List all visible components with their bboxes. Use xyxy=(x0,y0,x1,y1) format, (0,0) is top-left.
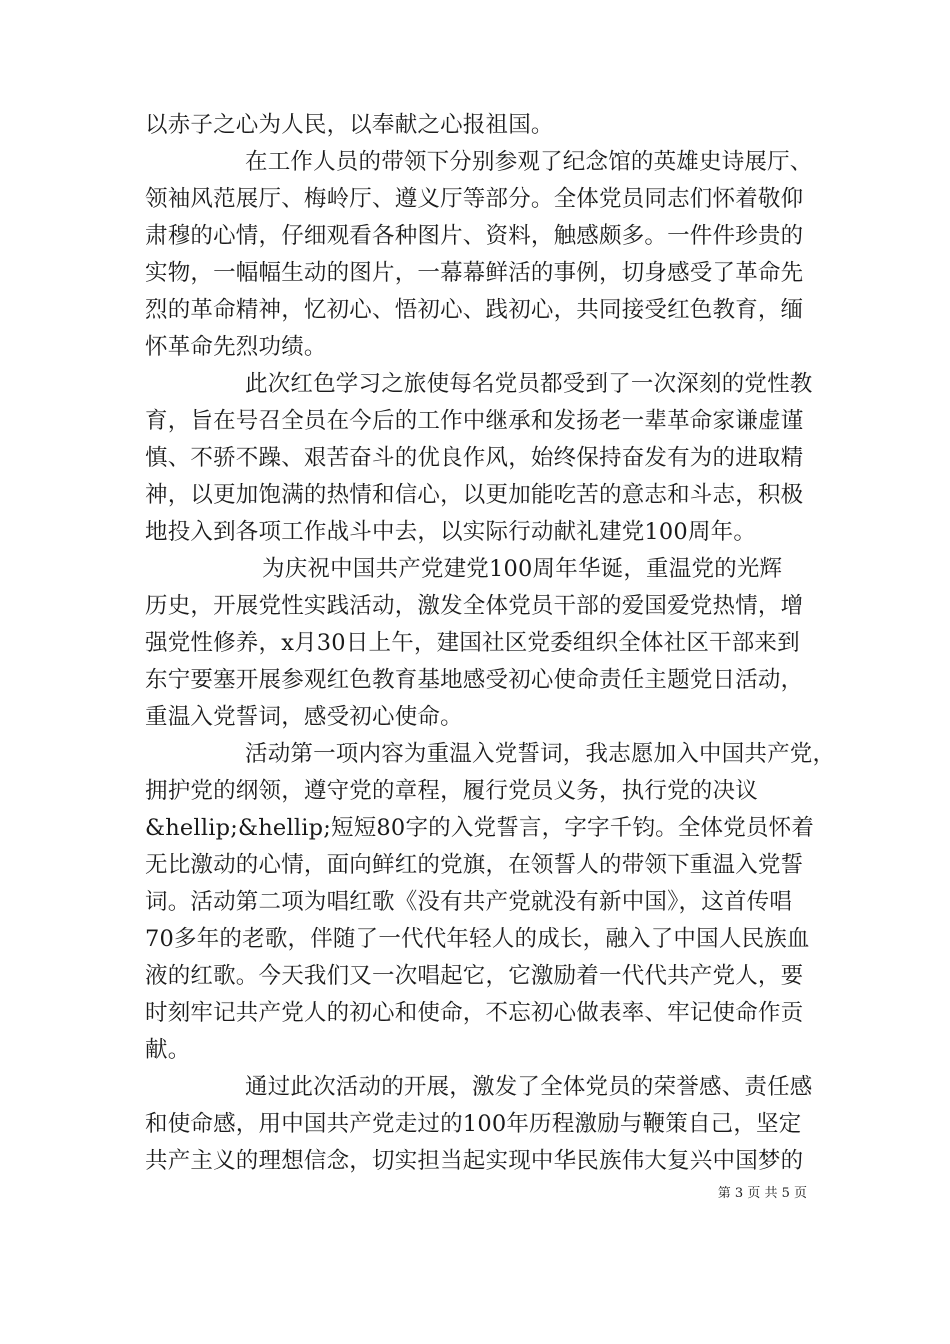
text-line: 和使命感，用中国共产党走过的100年历程激励与鞭策自己，坚定 xyxy=(145,1111,802,1137)
text-line: 70多年的老歌，伴随了一代代年轻人的成长，融入了中国人民族血 xyxy=(145,926,810,952)
page-footer: 第 3 页 共 5 页 xyxy=(717,1186,807,1201)
text-line: 为庆祝中国共产党建党100周年华诞，重温党的光辉 xyxy=(262,556,783,582)
text-line: 词。活动第二项为唱红歌《没有共产党就没有新中国》，这首传唱 xyxy=(145,889,793,915)
text-line: 神，以更加饱满的热情和信心，以更加能吃苦的意志和斗志，积极 xyxy=(145,482,804,508)
text-line: 怀革命先烈功绩。 xyxy=(145,334,327,360)
text-line: 液的红歌。今天我们又一次唱起它，它激励着一代代共产党人，要 xyxy=(145,963,804,989)
text-line: 共产主义的理想信念，切实担当起实现中华民族伟大复兴中国梦的 xyxy=(145,1148,804,1174)
text-line: 育，旨在号召全员在今后的工作中继承和发扬老一辈革命家谦虚谨 xyxy=(145,408,804,434)
text-line: 领袖风范展厅、梅岭厅、遵义厅等部分。全体党员同志们怀着敬仰 xyxy=(145,186,804,212)
text-line: 献。 xyxy=(145,1037,191,1063)
text-line: &hellip;&hellip;短短80字的入党誓言，字字千钧。全体党员怀着 xyxy=(145,815,815,841)
text-line: 烈的革命精神，忆初心、悟初心、践初心，共同接受红色教育，缅 xyxy=(145,297,804,323)
text-line: 强党性修养，x月30日上午，建国社区党委组织全体社区干部来到 xyxy=(145,630,800,656)
text-line: 重温入党誓词，感受初心使命。 xyxy=(145,704,463,730)
text-line: 东宁要塞开展参观红色教育基地感受初心使命责任主题党日活动， xyxy=(145,667,804,693)
text-line: 地投入到各项工作战斗中去，以实际行动献礼建党100周年。 xyxy=(145,519,757,545)
text-line: 历史，开展党性实践活动，激发全体党员干部的爱国爱党热情，增 xyxy=(145,593,804,619)
text-line: 实物，一幅幅生动的图片，一幕幕鲜活的事例，切身感受了革命先 xyxy=(145,260,804,286)
text-line: 在工作人员的带领下分别参观了纪念馆的英雄史诗展厅、 xyxy=(245,149,813,175)
text-line: 无比激动的心情，面向鲜红的党旗，在领誓人的带领下重温入党誓 xyxy=(145,852,804,878)
text-line: 此次红色学习之旅使每名党员都受到了一次深刻的党性教 xyxy=(245,371,813,397)
text-line: 通过此次活动的开展，激发了全体党员的荣誉感、责任感 xyxy=(245,1074,813,1100)
text-line: 时刻牢记共产党人的初心和使命，不忘初心做表率、牢记使命作贡 xyxy=(145,1000,804,1026)
text-line: 以赤子之心为人民，以奉献之心报祖国。 xyxy=(145,112,554,138)
text-line: 肃穆的心情，仔细观看各种图片、资料，触感颇多。一件件珍贵的 xyxy=(145,223,804,249)
text-line: 活动第一项内容为重温入党誓词，我志愿加入中国共产党， xyxy=(245,741,836,767)
text-line: 拥护党的纲领，遵守党的章程，履行党员义务，执行党的决议 xyxy=(145,778,758,804)
text-line: 慎、不骄不躁、艰苦奋斗的优良作风，始终保持奋发有为的进取精 xyxy=(145,445,804,471)
